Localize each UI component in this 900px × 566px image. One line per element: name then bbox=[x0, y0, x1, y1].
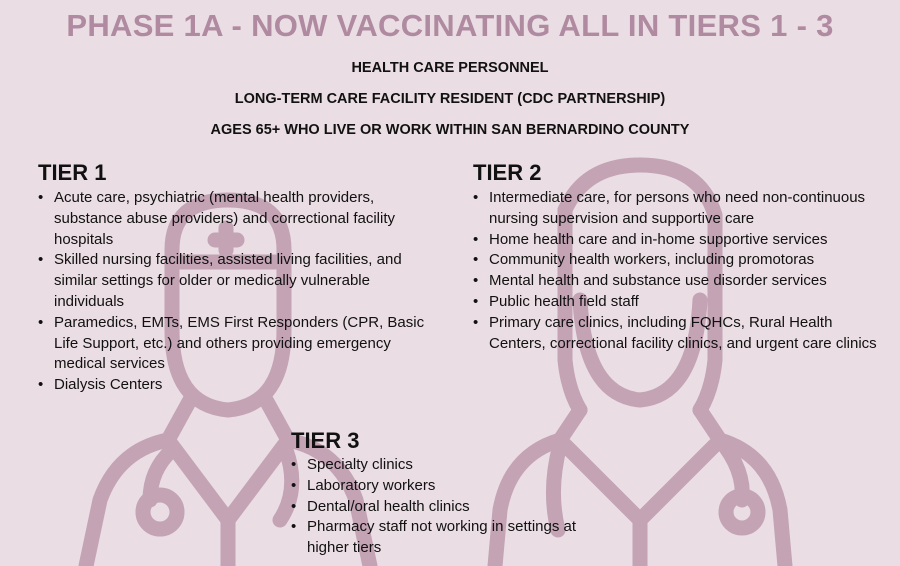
list-item: • Laboratory workers bbox=[289, 476, 619, 497]
subtitle-health-care-personnel: HEALTH CARE PERSONNEL bbox=[351, 60, 549, 76]
tier-2-list bbox=[471, 188, 891, 354]
subtitle-long-term-care: LONG-TERM CARE FACILITY RESIDENT (CDC PARTNERSHIP) bbox=[234, 91, 666, 107]
list-item: • Specialty clinics bbox=[289, 455, 619, 476]
list-item: • Home health care and in-home supportive services bbox=[471, 230, 891, 251]
tier-1-list bbox=[36, 188, 436, 396]
list-item: • Public health field staff bbox=[471, 292, 891, 313]
tier-3-heading: TIER 3 bbox=[291, 428, 360, 453]
list-item: • Paramedics, EMTs, EMS First Responders (CPR, Basic Life Support, etc.) and others providing emergency medical services bbox=[36, 313, 436, 375]
list-item: • Dental/oral health clinics bbox=[289, 497, 619, 518]
page-title: PHASE 1A - NOW VACCINATING ALL IN TIERS 1 - 3 bbox=[66, 8, 834, 43]
list-item: • Acute care, psychiatric (mental health providers, substance abuse providers) and correctional facility hospitals bbox=[36, 188, 436, 250]
list-item: • Primary care clinics, including FQHCs, Rural Health Centers, correctional facility clinics, and urgent care clinics bbox=[471, 313, 891, 355]
list-item: • Dialysis Centers bbox=[36, 375, 436, 396]
tier-1-heading: TIER 1 bbox=[38, 160, 107, 185]
tier-2-heading: TIER 2 bbox=[473, 160, 542, 185]
list-item: • Pharmacy staff not working in settings at higher tiers bbox=[289, 517, 619, 559]
list-item: • Intermediate care, for persons who need non-continuous nursing supervision and supportive care bbox=[471, 188, 891, 230]
list-item: • Community health workers, including promotoras bbox=[471, 250, 891, 271]
list-item: • Skilled nursing facilities, assisted living facilities, and similar settings for older or medically vulnerable individuals bbox=[36, 250, 436, 312]
subtitle-ages-65: AGES 65+ WHO LIVE OR WORK WITHIN SAN BERNARDINO COUNTY bbox=[210, 122, 690, 138]
tier-3-list bbox=[289, 455, 619, 559]
list-item: • Mental health and substance use disorder services bbox=[471, 271, 891, 292]
